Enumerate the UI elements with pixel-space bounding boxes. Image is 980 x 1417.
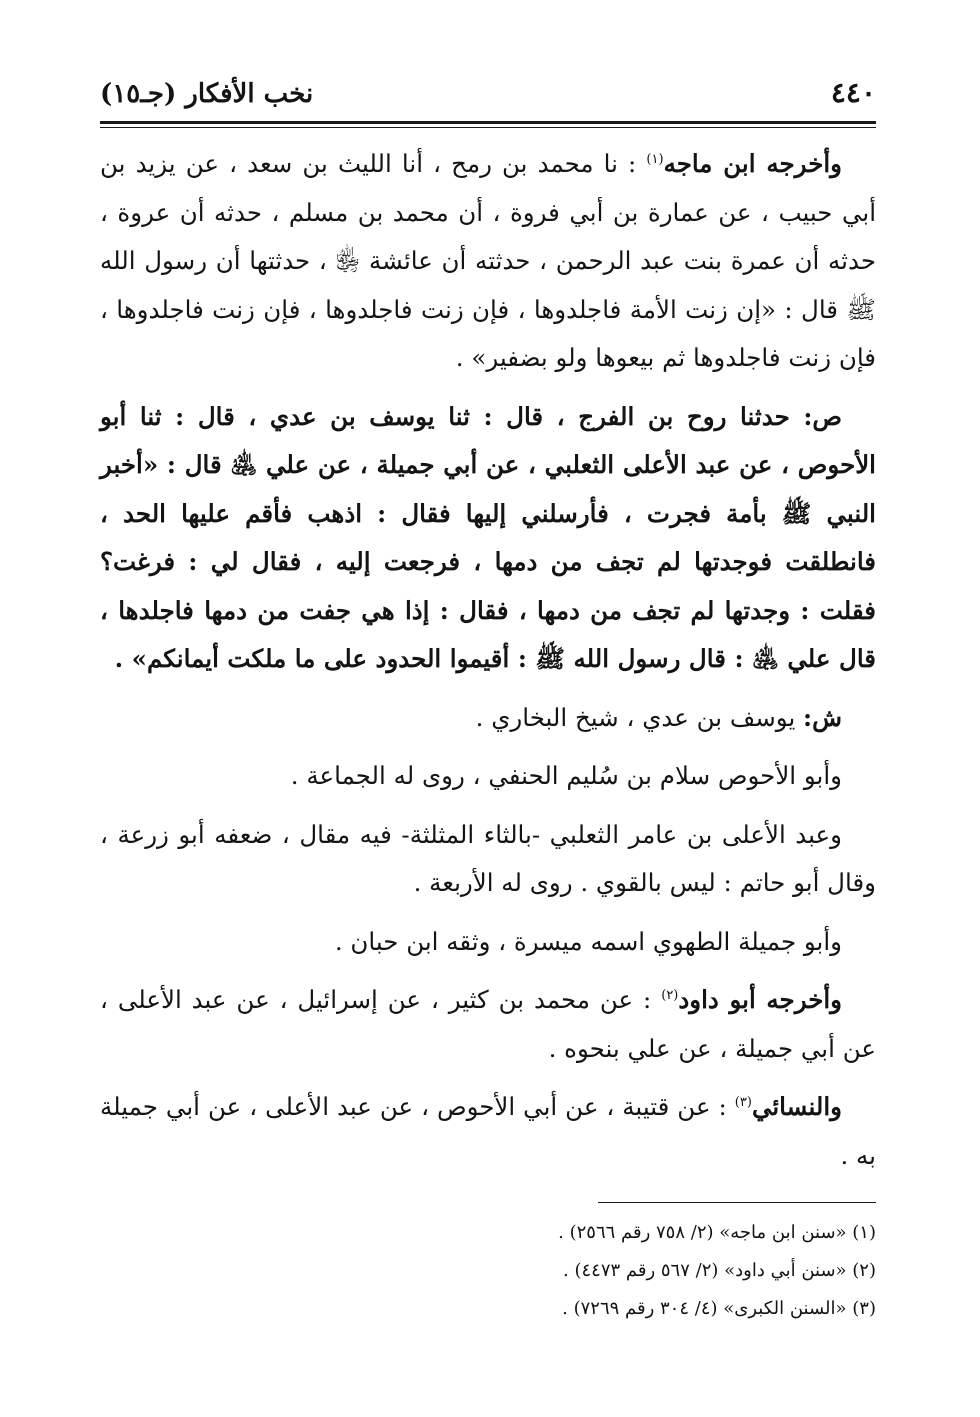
footnote: (٣) «السنن الكبرى» (٤/ ٣٠٤ رقم ٧٢٦٩) . (562, 1298, 876, 1319)
paragraph-lead: وأخرجه ابن ماجه (663, 149, 842, 178)
footnotes (100, 1214, 876, 1328)
footnote-ref: (١) (646, 151, 664, 167)
paragraph-commentary (100, 694, 876, 743)
paragraph-hadith (100, 393, 876, 684)
paragraph-text: يوسف بن عدي ، شيخ البخاري . (475, 702, 804, 732)
header-rule-thick (100, 121, 876, 124)
running-title: نخب الأفكار (جـ١٥) (100, 79, 314, 109)
paragraph-text: حدثنا روح بن الفرج ، قال : ثنا يوسف بن عدي ، قال : ثنا أبو الأحوص ، عن عبد الأعلى الثعلبي ، عن أبي جميلة ، عن علي ﵁ قال : «أخبر النبي ﷺ بأمة فجرت ، فأرسلني إليها فقال : اذهب فأقم عليها الحد ، فانطلقت فوجدتها لم تجف من دمها ، فرجعت إليه ، فقال لي : فرغت؟ فقلت : وجدتها لم تجف من دمها ، فقال : إذا هي جفت من دمها فاجلدها ، قال علي ﵁ : قال رسول الله ﷺ : أقيموا الحدود على ما ملكت أيمانكم» . (100, 401, 876, 673)
paragraph-text: وعبد الأعلى بن عامر الثعلبي -بالثاء المثلثة- فيه مقال ، ضعفه أبو زرعة ، وقال أبو حاتم : ليس بالقوي . روى له الأربعة . (100, 819, 876, 897)
footnote-separator (598, 1202, 876, 1203)
paragraph-lead: ص: (803, 401, 842, 431)
footnote-ref: (٢) (661, 987, 679, 1003)
main-text (100, 140, 876, 1180)
paragraph-text: : عن قتيبة ، عن أبي الأحوص ، عن عبد الأعلى ، عن أبي جميلة به . (100, 1092, 876, 1170)
paragraph-text: : نا محمد بن رمح ، أنا الليث بن سعد ، عن يزيد بن أبي حبيب ، عن عمارة بن أبي فروة ، أن محمد بن مسلم ، حدثه أن عروة ، حدثه أن عمرة بنت عبد الرحمن ، حدثته أن عائشة ﵂ ، حدثتها أن رسول الله ﷺ قال : «إن زنت الأمة فاجلدوها ، فإن زنت فاجلدوها ، فإن زنت فاجلدوها ، فإن زنت فاجلدوها ثم بيعوها ولو بضفير» . (100, 149, 876, 372)
paragraph-lead: والنسائي (751, 1092, 842, 1121)
paragraph-text: : عن محمد بن كثير ، عن إسرائيل ، عن عبد الأعلى ، عن أبي جميلة ، عن علي بنحوه . (100, 985, 876, 1063)
footnote: (٢) «سنن أبي داود» (٢/ ٥٦٧ رقم ٤٤٧٣) . (563, 1260, 876, 1281)
paragraph-lead: ش: (803, 702, 842, 732)
footnote: (١) «سنن ابن ماجه» (٢/ ٧٥٨ رقم ٢٥٦٦) . (558, 1222, 876, 1243)
footnote-ref: (٣) (734, 1094, 752, 1110)
running-header (100, 76, 876, 120)
paragraph-narrator (100, 811, 876, 908)
paragraph-nasai (100, 1083, 876, 1180)
paragraph-abu-dawud (100, 976, 876, 1073)
header-rule-thin (100, 127, 876, 128)
page-number: ٤٤٠ (830, 76, 876, 109)
paragraph-narrator (100, 918, 876, 967)
paragraph-ibn-majah (100, 140, 876, 383)
paragraph-text: وأبو جميلة الطهوي اسمه ميسرة ، وثقه ابن حبان . (334, 926, 842, 956)
paragraph-lead: وأخرجه أبو داود (678, 985, 842, 1014)
paragraph-narrator (100, 752, 876, 801)
paragraph-text: وأبو الأحوص سلام بن سُليم الحنفي ، روى له الجماعة . (290, 761, 842, 790)
